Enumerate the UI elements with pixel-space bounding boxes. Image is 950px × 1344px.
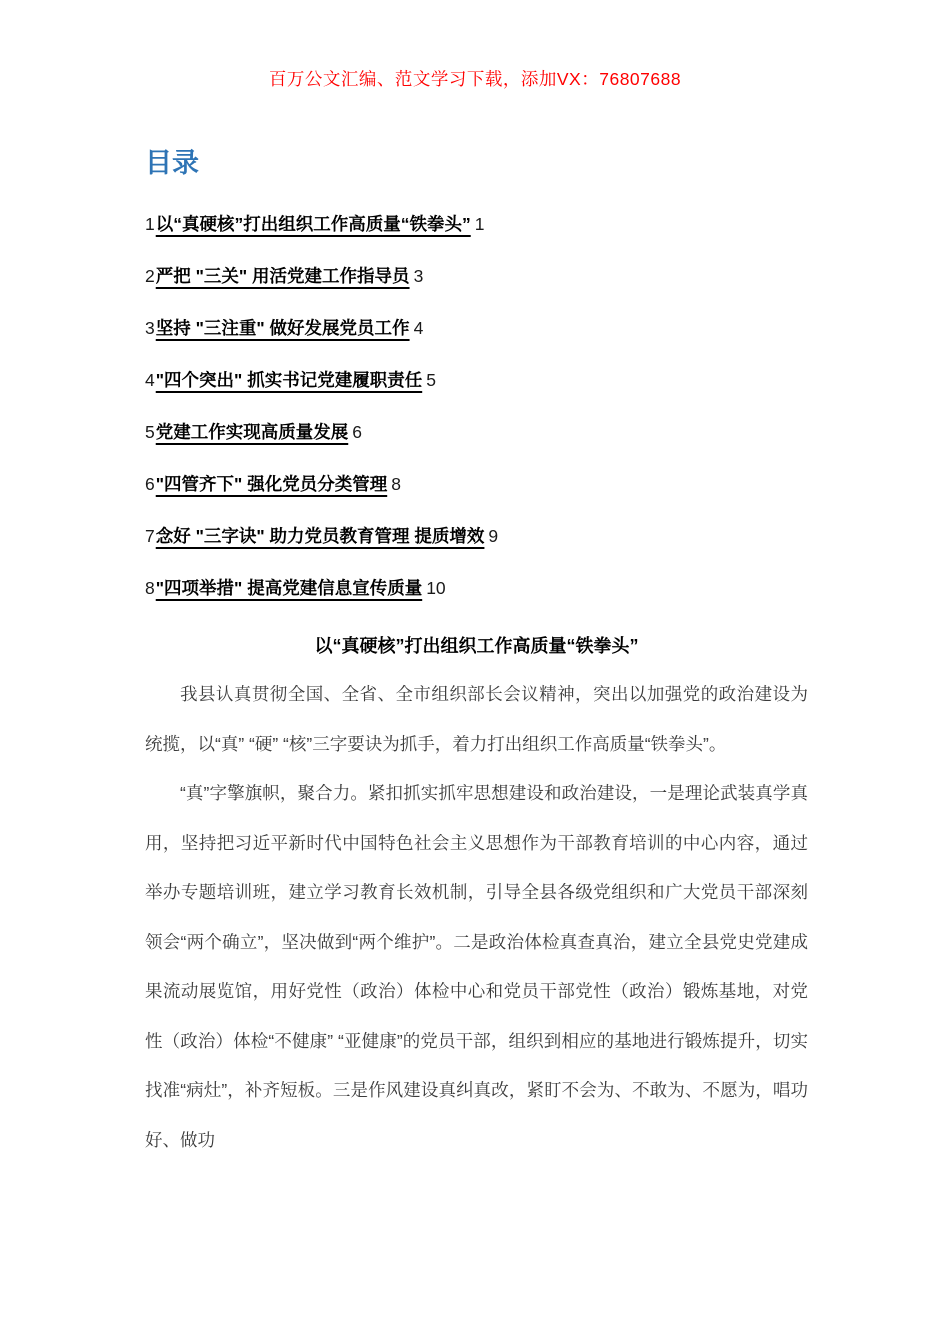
article-paragraph: 我县认真贯彻全国、全省、全市组织部长会议精神，突出以加强党的政治建设为统揽，以“真” “硬” “核”三字要诀为抓手，着力打出组织工作高质量“铁拳头”。 — [145, 684, 808, 754]
toc-entry[interactable] — [145, 354, 808, 406]
promo-header: 百万公文汇编、范文学习下载，添加VX：76807688 — [268, 69, 682, 89]
toc-entry-number: 3 — [145, 318, 155, 338]
article-paragraph: “真”字擎旗帜，聚合力。紧扣抓实抓牢思想建设和政治建设，一是理论武装真学真用，坚持把习近平新时代中国特色社会主义思想作为干部教育培训的中心内容，通过举办专题培训班，建立学习教育长效机制，引导全县各级党组织和广大党员干部深刻领会“两个确立”，坚决做到“两个维护”。二是政治体检真查真治，建立全县党史党建成果流动展览馆，用好党性（政治）体检中心和党员干部党性（政治）锻炼基地，对党性（政治）体检“不健康” “亚健康”的党员干部，组织到相应的基地进行锻炼提升，切实找准“病灶”，补齐短板。三是作风建设真纠真改，紧盯不会为、不敢为、不愿为，唱功好、做功 — [145, 783, 808, 1150]
toc-entry-page: 9 — [488, 526, 499, 546]
toc-entry-title[interactable]: 严把 "三关" 用活党建工作指导员 — [155, 266, 410, 286]
toc-entry[interactable] — [145, 562, 808, 614]
article-body — [145, 670, 808, 1165]
toc-entry-page: 5 — [426, 370, 436, 390]
toc-entry-number: 6 — [145, 474, 155, 494]
toc-entry[interactable] — [145, 406, 808, 458]
toc-entry-page: 10 — [426, 578, 446, 598]
toc-entry-number: 2 — [145, 266, 155, 286]
toc-entry-title[interactable]: "四个突出" 抓实书记党建履职责任 — [155, 370, 423, 390]
toc-title: 目录 — [145, 148, 199, 178]
toc-entry-number: 7 — [145, 526, 155, 546]
toc-entry-page: 1 — [474, 214, 485, 234]
toc-entry[interactable] — [145, 458, 808, 510]
page-content — [145, 141, 808, 1165]
toc-entry-page: 3 — [413, 266, 424, 286]
toc-entry-page: 8 — [391, 474, 401, 494]
toc-entry-title[interactable]: 以“真硬核”打出组织工作高质量“铁拳头” — [155, 214, 471, 234]
toc-entry[interactable] — [145, 510, 808, 562]
toc-entry[interactable] — [145, 250, 808, 302]
toc-entry-title[interactable]: "四管齐下" 强化党员分类管理 — [155, 474, 388, 494]
toc-entry-page: 4 — [413, 318, 424, 338]
toc-entry-title[interactable]: 念好 "三字诀" 助力党员教育管理 提质增效 — [155, 526, 485, 546]
toc-entry-number: 5 — [145, 422, 155, 442]
toc-entry-number: 8 — [145, 578, 155, 598]
toc-entry[interactable] — [145, 302, 808, 354]
toc-entry[interactable] — [145, 198, 808, 250]
toc-entry-title[interactable]: 坚持 "三注重" 做好发展党员工作 — [155, 318, 410, 338]
toc-list — [145, 198, 808, 614]
toc-entry-page: 6 — [352, 422, 362, 442]
toc-entry-title[interactable]: 党建工作实现高质量发展 — [155, 422, 349, 442]
toc-entry-number: 1 — [145, 214, 155, 234]
toc-entry-number: 4 — [145, 370, 155, 390]
toc-entry-title[interactable]: "四项举措" 提高党建信息宣传质量 — [155, 578, 423, 598]
article-title: 以“真硬核”打出组织工作高质量“铁拳头” — [314, 636, 639, 656]
